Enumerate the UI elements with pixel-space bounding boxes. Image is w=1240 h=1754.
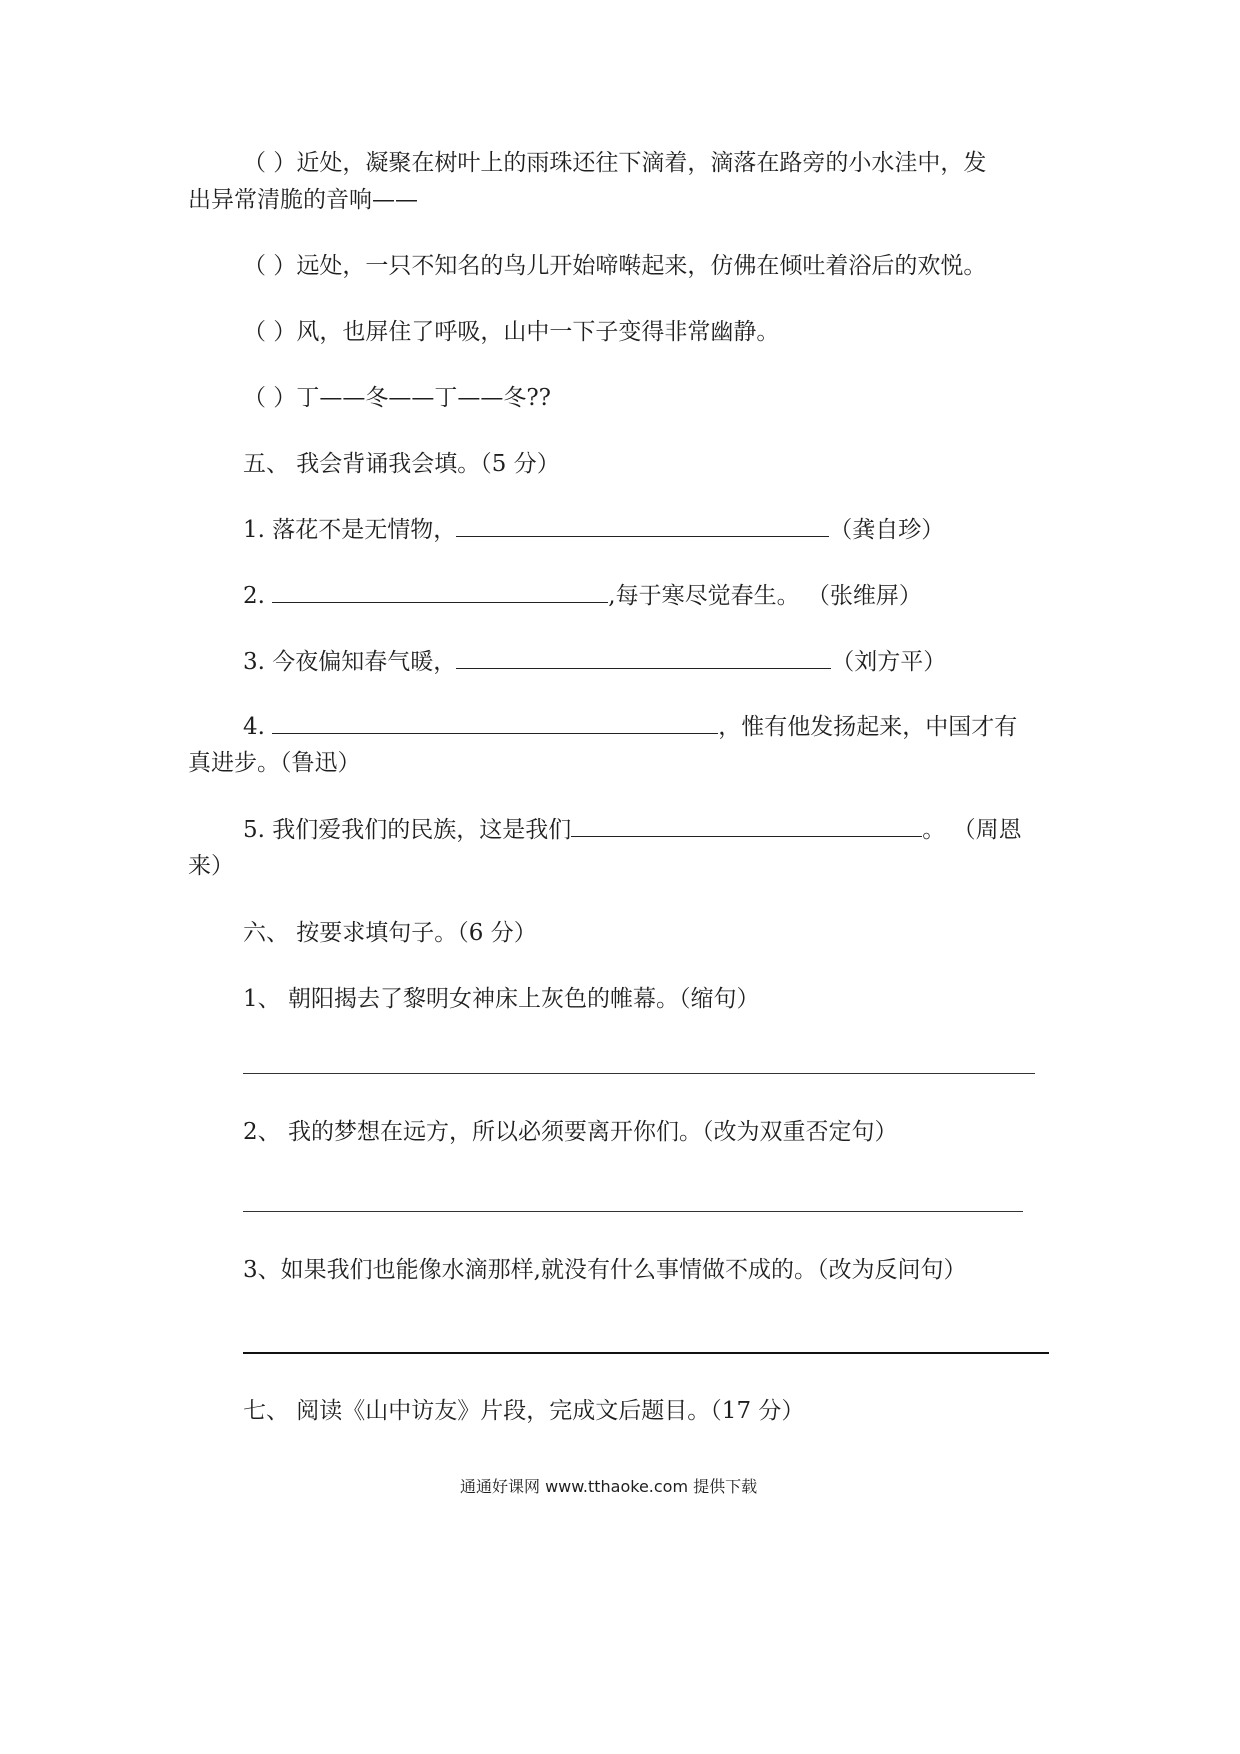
item-text-after: （刘方平） (831, 649, 947, 675)
recite-item-4-cont: 真进步。（鲁迅） (188, 750, 361, 776)
answer-line[interactable] (243, 1211, 1023, 1212)
recite-item-2 (243, 580, 922, 611)
section-heading-7: 七、 阅读《山中访友》片段，完成文后题目。（17 分） (243, 1398, 805, 1424)
item-text-after: （龚自珍） (829, 517, 945, 543)
rewrite-item-2: 2、 我的梦想在远方，所以必须要离开你们。（改为双重否定句） (243, 1119, 898, 1145)
answer-paren: （ ） (243, 385, 297, 411)
fill-blank[interactable] (456, 646, 831, 669)
fill-blank[interactable] (456, 514, 829, 537)
item-text-after: ,每于寒尽觉春生。 （张维屏） (608, 583, 922, 609)
item-text-before: 落花不是无情物， (272, 517, 457, 543)
recite-item-1 (243, 514, 944, 545)
ordering-item-3 (243, 317, 779, 347)
item-text-before: 我们爱我们的民族，这是我们 (272, 817, 572, 843)
item-number: 5. (243, 817, 265, 843)
ordering-item-1 (243, 148, 986, 178)
item-text-after: ，惟有他发扬起来，中国才有 (718, 714, 1018, 740)
recite-item-5-cont: 来） (188, 853, 234, 879)
rewrite-item-3: 3、如果我们也能像水滴那样,就没有什么事情做不成的。（改为反问句） (243, 1257, 967, 1283)
answer-paren: （ ） (243, 319, 297, 345)
item-text: 远处，一只不知名的鸟儿开始啼啭起来，仿佛在倾吐着浴后的欢悦。 (296, 253, 987, 279)
item-text: 丁——冬——丁——冬?? (296, 385, 551, 411)
ordering-item-2 (243, 251, 986, 281)
ordering-item-4 (243, 383, 551, 413)
recite-item-5 (243, 814, 1022, 845)
fill-blank[interactable] (272, 580, 608, 603)
recite-item-4 (243, 711, 1017, 742)
item-number: 2. (243, 583, 265, 609)
rewrite-item-1: 1、 朝阳揭去了黎明女神床上灰色的帷幕。（缩句） (243, 986, 760, 1012)
ordering-item-1-cont: 出异常清脆的音响—— (188, 187, 418, 213)
answer-paren: （ ） (243, 253, 297, 279)
item-text-after: 。 （周恩 (922, 817, 1022, 843)
fill-blank[interactable] (571, 814, 922, 837)
item-number: 1. (243, 517, 265, 543)
section-heading-5: 五、 我会背诵我会填。（5 分） (243, 451, 560, 477)
fill-blank[interactable] (272, 711, 718, 734)
item-text-before: 今夜偏知春气暖， (272, 649, 457, 675)
item-text: 近处，凝聚在树叶上的雨珠还往下滴着，滴落在路旁的小水洼中，发 (296, 150, 987, 176)
section-heading-6: 六、 按要求填句子。（6 分） (243, 920, 537, 946)
item-text: 风，也屏住了呼吸，山中一下子变得非常幽静。 (296, 319, 780, 345)
answer-line[interactable] (243, 1352, 1049, 1354)
answer-line[interactable] (243, 1073, 1035, 1074)
item-number: 4. (243, 714, 265, 740)
recite-item-3 (243, 646, 946, 677)
answer-paren: （ ） (243, 150, 297, 176)
page-footer: 通通好课网 www.tthaoke.com 提供下载 (460, 1477, 758, 1496)
item-number: 3. (243, 649, 265, 675)
